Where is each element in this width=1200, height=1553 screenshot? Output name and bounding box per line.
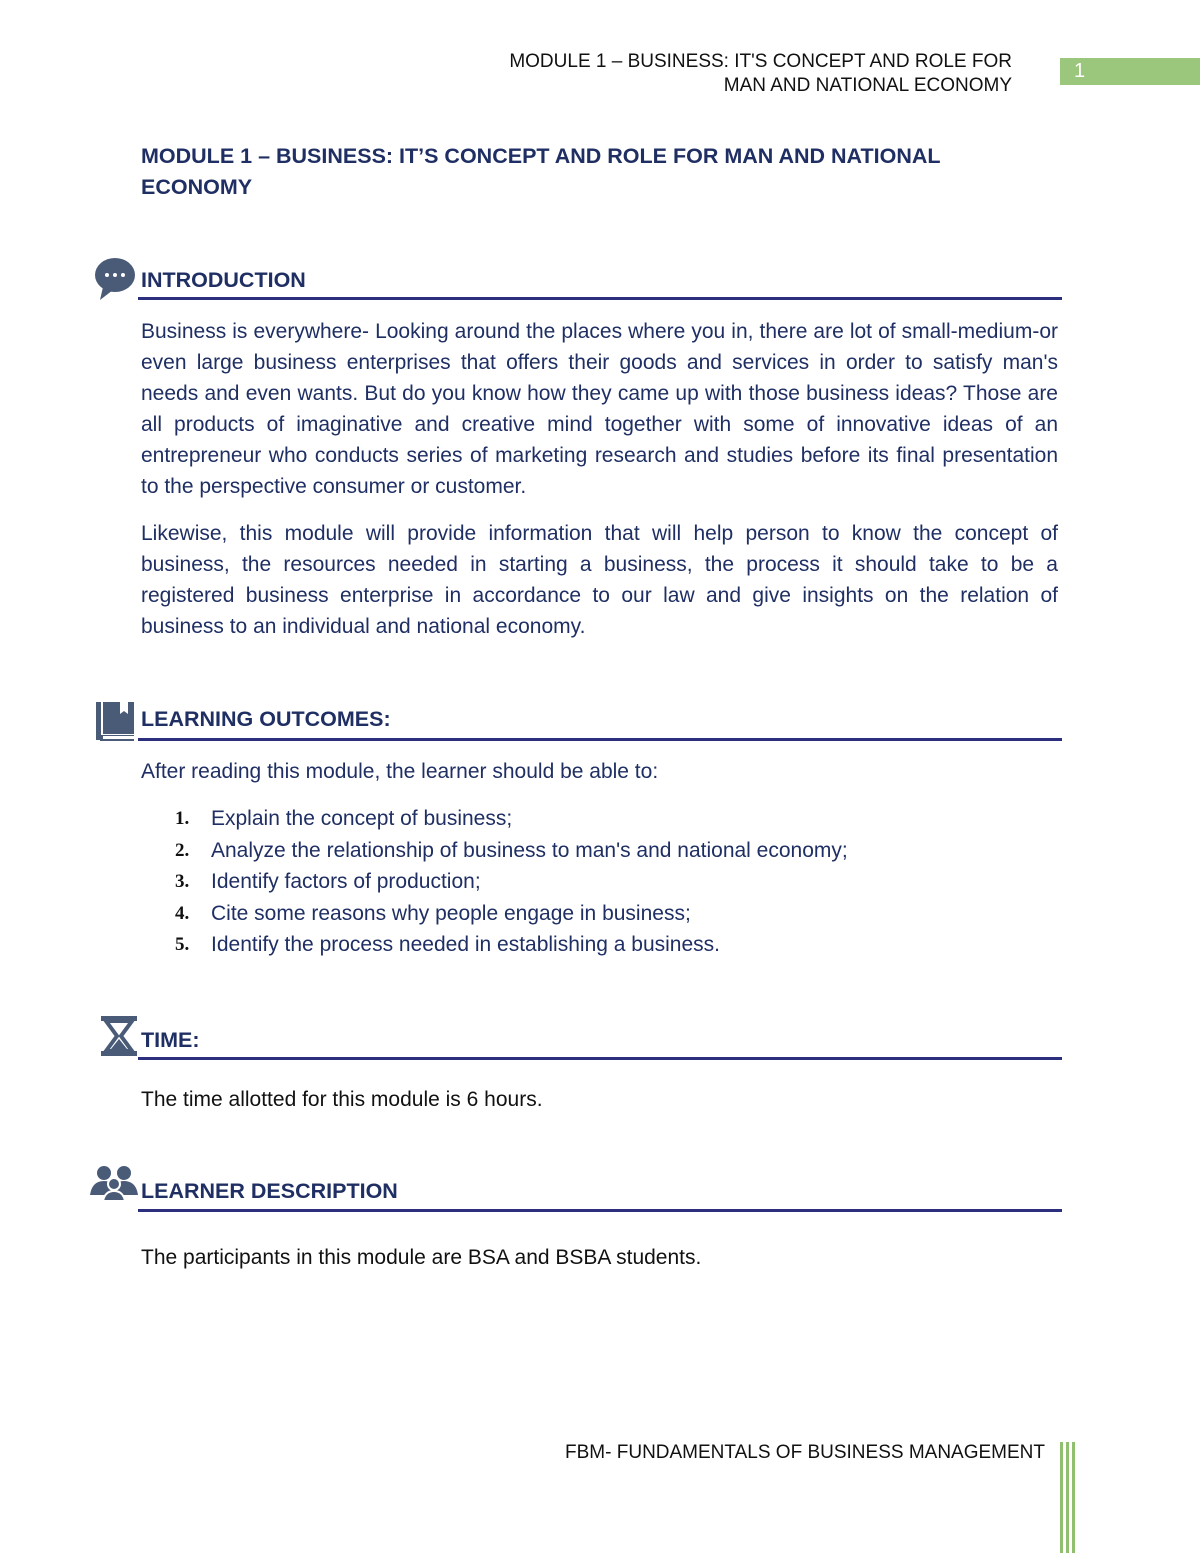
learning-outcomes-intro: After reading this module, the learner should be able to: bbox=[141, 760, 659, 783]
document-title bbox=[141, 141, 1041, 203]
list-item-text: Identify the process needed in establishing a business. bbox=[211, 933, 720, 956]
list-item bbox=[141, 898, 848, 930]
running-header-line2: MAN AND NATIONAL ECONOMY bbox=[723, 75, 1012, 96]
list-item-text: Explain the concept of business; bbox=[211, 807, 513, 830]
list-item-text: Analyze the relationship of business to man's and national economy; bbox=[211, 838, 848, 862]
running-header bbox=[509, 50, 1012, 98]
document-title-line1: MODULE 1 – BUSINESS: IT’S CONCEPT AND ROLE FOR MAN AND NATIONAL bbox=[141, 144, 941, 168]
speech-bubble-icon bbox=[94, 257, 136, 301]
learner-description-text: The participants in this module are BSA and BSBA students. bbox=[141, 1246, 702, 1269]
learning-outcomes-heading: LEARNING OUTCOMES: bbox=[141, 707, 391, 731]
list-item bbox=[141, 929, 848, 961]
introduction-paragraph-2: Likewise, this module will provide information that will help person to know the concept of business, the resources needed in starting a business, the process it should take to be a registered business enterprise in accordance to our law and give insights on the relation of business to an individual and national economy. bbox=[141, 522, 1058, 638]
time-text: The time allotted for this module is 6 hours. bbox=[141, 1088, 543, 1111]
learning-outcomes-list bbox=[141, 803, 848, 961]
learner-description-rule bbox=[138, 1209, 1062, 1212]
book-icon bbox=[96, 702, 134, 742]
introduction-paragraph-1: Business is everywhere- Looking around the places where you in, there are lot of small-medium-or even large business enterprises that offers their goods and services in order to satisfy man's needs and even wants. But do you know how they came up with those business ideas? Those are all products of imaginative and creative mind together with some of innovative ideas of an entrepreneur who conducts series of marketing research and studies before its final presentation to the perspective consumer or customer. bbox=[141, 320, 1058, 498]
document-title-line2: ECONOMY bbox=[141, 175, 253, 199]
list-item-number: 3. bbox=[175, 871, 190, 892]
list-item bbox=[141, 866, 848, 898]
learning-outcomes-rule bbox=[138, 738, 1062, 741]
list-item-number: 2. bbox=[175, 839, 190, 861]
list-item-text: Identify factors of production; bbox=[211, 870, 481, 893]
time-heading: TIME: bbox=[141, 1028, 200, 1052]
list-item bbox=[141, 835, 848, 867]
running-header-line1: MODULE 1 – BUSINESS: IT'S CONCEPT AND ROLE FOR bbox=[509, 51, 1012, 72]
running-footer: FBM- FUNDAMENTALS OF BUSINESS MANAGEMENT bbox=[565, 1442, 1045, 1463]
list-item-text: Cite some reasons why people engage in business; bbox=[211, 901, 691, 925]
page-number-badge: 1 bbox=[1060, 58, 1200, 85]
hourglass-icon bbox=[101, 1016, 137, 1056]
time-rule bbox=[138, 1057, 1062, 1060]
footer-accent-bars bbox=[1060, 1442, 1076, 1553]
learner-description-heading: LEARNER DESCRIPTION bbox=[141, 1179, 398, 1203]
list-item-number: 5. bbox=[175, 934, 190, 955]
people-icon bbox=[90, 1165, 138, 1201]
list-item-number: 4. bbox=[175, 902, 190, 924]
introduction-rule bbox=[138, 297, 1062, 300]
list-item bbox=[141, 803, 848, 835]
introduction-heading: INTRODUCTION bbox=[141, 268, 306, 292]
list-item-number: 1. bbox=[175, 808, 190, 829]
